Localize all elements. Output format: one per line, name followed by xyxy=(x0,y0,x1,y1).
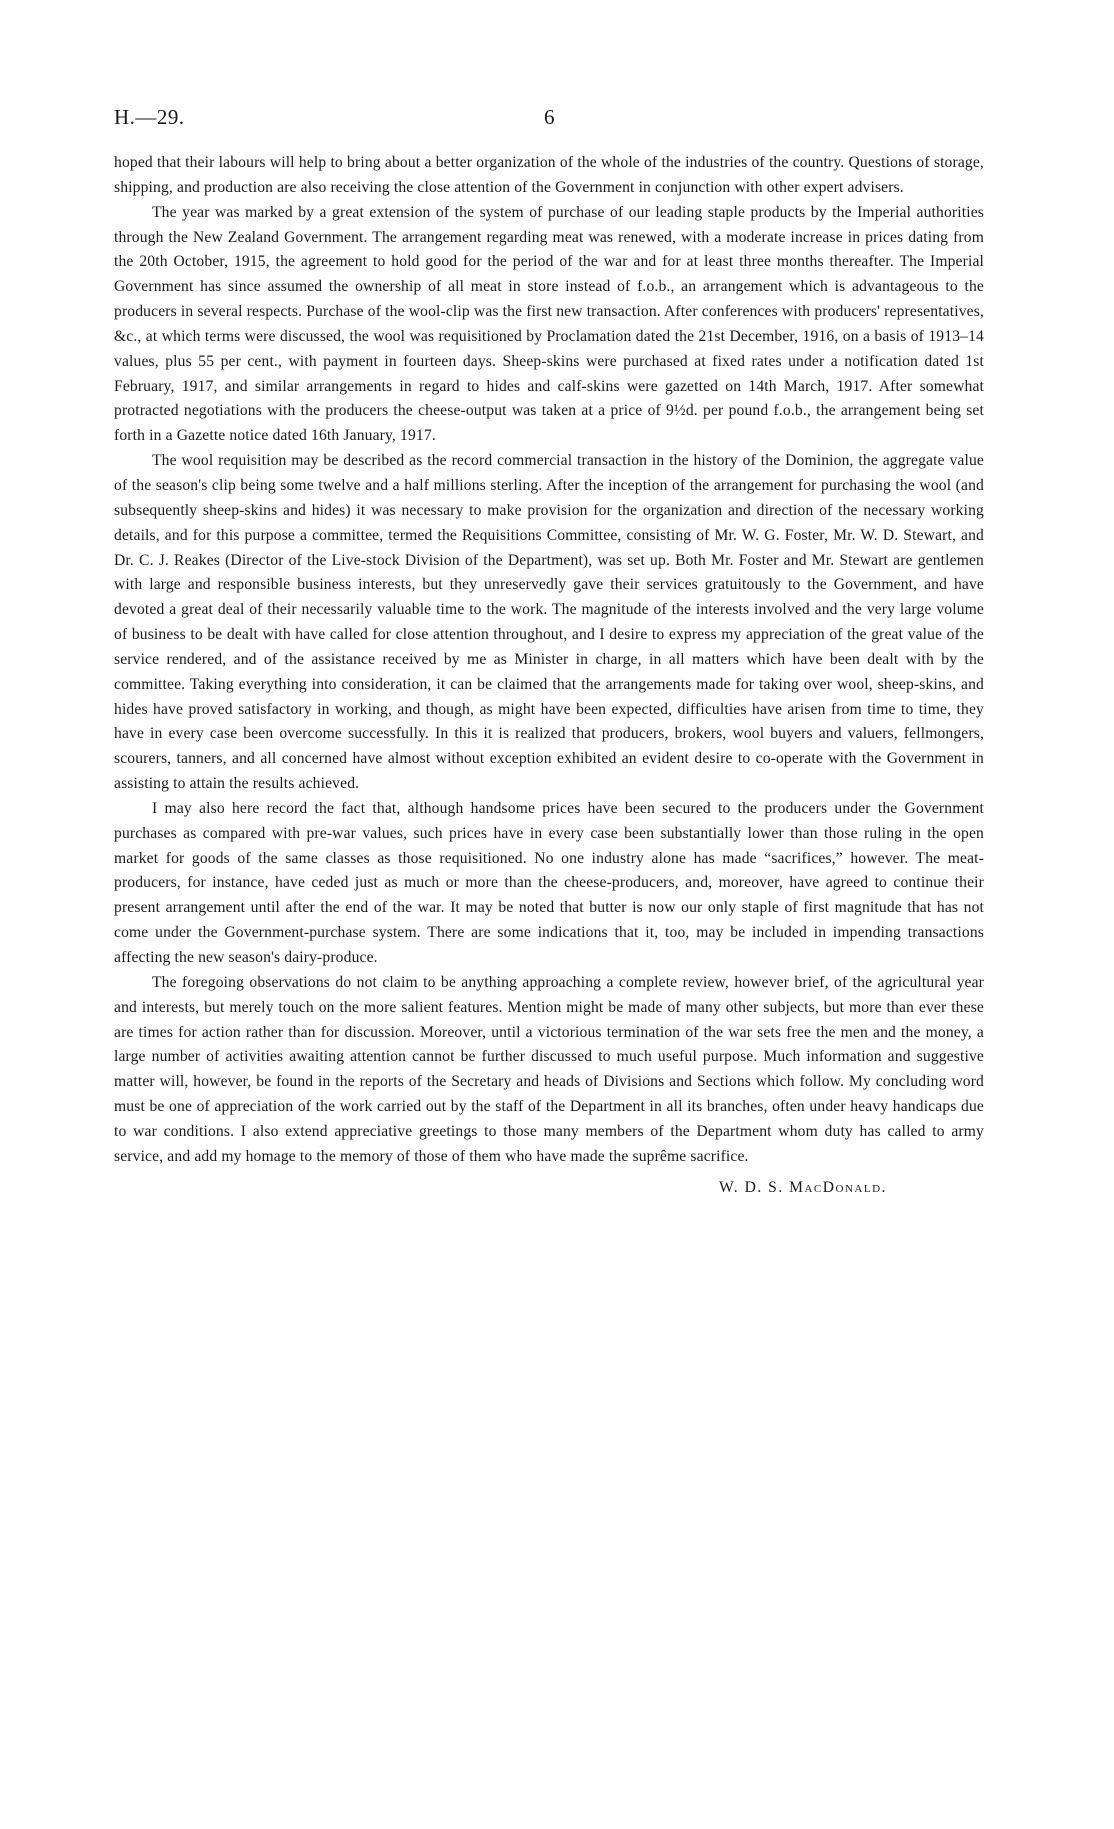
document-reference: H.—29. xyxy=(114,105,185,129)
body-text xyxy=(114,151,984,1170)
page-header xyxy=(114,105,984,141)
page-number: 6 xyxy=(544,105,555,129)
paragraph-conclusion: The foregoing observations do not claim to be anything approaching a complete review, however brief, of the agricultural year and interests, but merely touch on the more salient features. Mention might be made of many other subjects, but more than ever these are times for action rather than for discussion. Moreover, until a victorious termination of the war sets free the men and the money, a large number of activities awaiting attention cannot be further discussed to much useful purpose. Much information and suggestive matter will, however, be found in the reports of the Secretary and heads of Divisions and Sections which follow. My concluding word must be one of appreciation of the work carried out by the staff of the Department in all its branches, often under heavy handicaps due to war conditions. I also extend appreciative greetings to those many members of the Department whom duty has called to army service, and add my homage to the memory of those of them who have made the suprême sacrifice. xyxy=(114,973,984,1165)
paragraph-purchase-system: The year was marked by a great extension of the system of purchase of our leading staple products by the Imperial authorities through the New Zealand Government. The arrangement regarding meat was renewed, with a moderate increase in prices dating from the 20th October, 1915, the agreement to hold good for the period of the war and for at least three months thereafter. The Imperial Government has since assumed the ownership of all meat in store instead of f.o.b., an arrangement which is advantageous to the producers in several respects. Purchase of the wool-clip was the first new transaction. After conferences with producers' representatives, &c., at which terms were discussed, the wool was requisitioned by Proclamation dated the 21st December, 1916, on a basis of 1913–14 values, plus 55 per cent., with payment in fourteen days. Sheep-skins were purchased at fixed rates under a notification dated 1st February, 1917, and similar arrangements in regard to hides and calf-skins were gazetted on 14th March, 1917. After somewhat protracted negotiations with the producers the cheese-output was taken at a price of 9½d. per pound f.o.b., the arrangement being set forth in a Gazette notice dated 16th January, 1917. xyxy=(114,203,984,445)
paragraph-wool-requisition: The wool requisition may be described as the record commercial transaction in the history of the Dominion, the aggregate value of the season's clip being some twelve and a half millions sterling. After the inception of the arrangement for purchasing the wool (and subsequently sheep-skins and hides) it was necessary to make provision for the organization and direction of the necessary working details, and for this purpose a committee, termed the Requisitions Committee, consisting of Mr. W. G. Foster, Mr. W. D. Stewart, and Dr. C. J. Reakes (Director of the Live-stock Division of the Department), was set up. Both Mr. Foster and Mr. Stewart are gentlemen with large and responsible business interests, but they unreservedly gave their services gratuitously to the Government, and have devoted a great deal of their necessarily valuable time to the work. The magnitude of the interests involved and the very large volume of business to be dealt with have called for close attention throughout, and I desire to express my appreciation of the great value of the service rendered, and of the assistance received by me as Minister in charge, in all matters which have been dealt with by the committee. Taking everything into consideration, it can be claimed that the arrangements made for taking over wool, sheep-skins, and hides have proved satisfactory in working, and though, as might have been expected, difficulties have arisen from time to time, they have in every case been overcome successfully. In this it is realized that producers, brokers, wool buyers and valuers, fellmongers, scourers, tanners, and all concerned have almost without exception exhibited an evident desire to co-operate with the Government in assisting to attain the results achieved. xyxy=(114,452,984,793)
signature: W. D. S. MacDonald. xyxy=(719,1178,887,1196)
document-page xyxy=(114,105,984,1200)
paragraph-prices: I may also here record the fact that, although handsome prices have been secured to the producers under the Government purchases as compared with pre-war values, such prices have in every case been substantially lower than those ruling in the open market for goods of the same classes as those requisitioned. No one industry alone has made “sacrifices,” however. The meat-producers, for instance, have ceded just as much or more than the cheese-producers, and, moreover, have agreed to continue their present arrangement until after the end of the war. It may be noted that butter is now our only staple of first magnitude that has not come under the Government-purchase system. There are some indications that it, too, may be included in impending transactions affecting the new season's dairy-produce. xyxy=(114,799,984,966)
paragraph-continued: hoped that their labours will help to bring about a better organization of the whole of the industries of the country. Questions of storage, shipping, and production are also receiving the close attention of the Government in conjunction with other expert advisers. xyxy=(114,154,984,196)
